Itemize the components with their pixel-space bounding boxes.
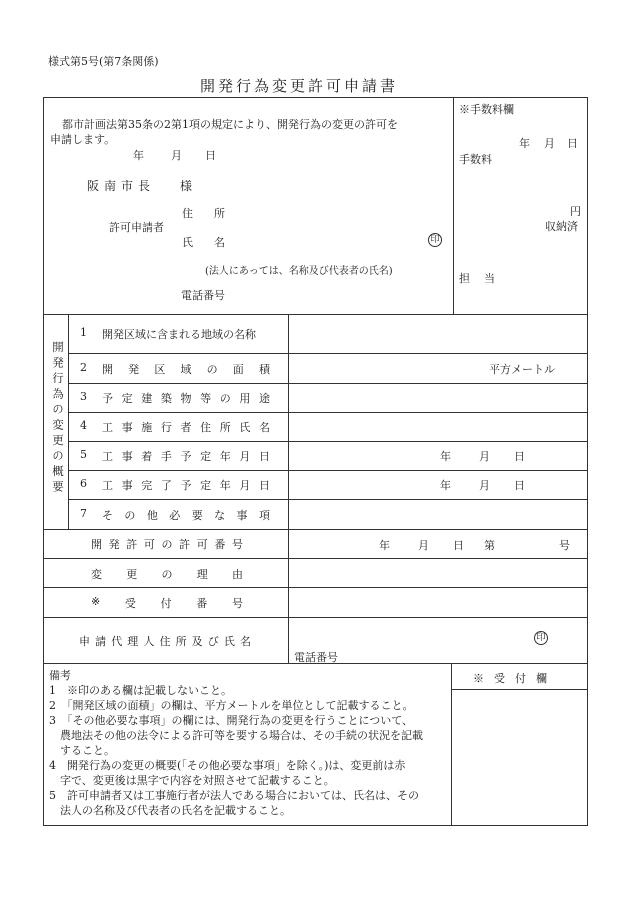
fee-date-day: 日 (567, 137, 578, 150)
form-number: 様式第5号(第7条関係) (48, 55, 159, 68)
area-unit: 平方メートル (489, 363, 555, 376)
seal-icon: 印 (428, 233, 442, 247)
date-year: 年 (440, 450, 451, 463)
row-label: そ の 他 必 要 な 事 項 (102, 509, 270, 522)
permit-number-label: 開 発 許 可 の 許 可 番 号 (91, 538, 243, 551)
note-line: 法人の名称及び代表者の氏名を記載すること。 (49, 804, 291, 817)
permit-day: 日 (453, 539, 464, 552)
row-number: 2 (80, 361, 87, 374)
permit-month: 月 (418, 539, 429, 552)
date-year: 年 (133, 149, 144, 162)
note-line: 5 許可申請者又は工事施行者が法人である場合においては、氏名は、その (49, 789, 419, 802)
section-divider (43, 314, 588, 315)
addressee: 阪南市長 (87, 179, 156, 193)
row-number: 5 (80, 448, 87, 461)
row-line (68, 383, 588, 384)
summary-side-label: 開発行為の変更の概要 (51, 341, 65, 496)
phone-label: 電話番号 (181, 289, 225, 302)
note-line: 3 「その他必要な事項」の欄には、開発行為の変更を行うことについて、 (49, 714, 414, 727)
row-number: 3 (80, 390, 87, 403)
row-line (68, 412, 588, 413)
row-label: 工 事 完 了 予 定 年 月 日 (102, 479, 270, 492)
row-label: 工 事 施 行 者 住 所 氏 名 (102, 421, 270, 434)
yen-label: 円 (570, 205, 581, 218)
receipt-header-line (451, 689, 588, 690)
row-number: 4 (80, 419, 87, 432)
row-label: 開 発 区 域 の 面 積 (102, 363, 270, 376)
note-line: 農地法その他の法令による許可等を要する場合は、その手続の状況を記載 (49, 729, 423, 742)
date-month: 月 (171, 149, 182, 162)
date-day: 日 (514, 479, 525, 492)
page-title: 開発行為変更許可申請書 (200, 77, 399, 95)
label-value-divider (288, 314, 289, 663)
note-line: 2 「開発区域の面積」の欄は、平方メートルを単位として記載すること。 (49, 699, 414, 712)
row-number: 7 (80, 507, 87, 520)
agent-phone-label: 電話番号 (294, 651, 338, 664)
permit-go: 号 (559, 539, 570, 552)
fee-label: 手数料 (459, 153, 492, 166)
row-line (43, 529, 588, 530)
paid-label: 収納済 (545, 220, 578, 233)
corporate-note: (法人にあっては、名称及び代表者の氏名) (205, 266, 393, 277)
agent-label: 申 請 代 理 人 住 所 及 び 氏 名 (79, 635, 251, 648)
addressee-sama: 様 (180, 179, 193, 193)
date-year: 年 (440, 479, 451, 492)
row-line (68, 470, 588, 471)
row-line (68, 441, 588, 442)
row-line (43, 558, 588, 559)
fee-date-year: 年 (519, 137, 530, 150)
permit-year: 年 (379, 539, 390, 552)
receipt-header: ※受付欄 (473, 672, 557, 685)
row-line (43, 587, 588, 588)
date-month: 月 (479, 450, 490, 463)
fee-date-month: 月 (544, 137, 555, 150)
summary-side-divider (68, 314, 69, 529)
date-day: 日 (205, 149, 216, 162)
applicant-label: 許可申請者 (109, 221, 164, 234)
fee-header: ※手数料欄 (459, 103, 514, 116)
intro-line-2: 申請します。 (50, 133, 116, 146)
note-line: 字で、変更後は黒字で内容を対照させて記載すること。 (49, 774, 335, 787)
intro-line-1: 都市計画法第35条の2第1項の規定により、開発行為の変更の許可を (62, 118, 398, 131)
note-line: 4 開発行為の変更の概要(「その他必要な事項」を除く。)は、変更前は赤 (49, 759, 406, 772)
note-line: 1 ※印のある欄は記載しないこと。 (49, 684, 232, 697)
date-month: 月 (479, 479, 490, 492)
address-label: 住所 (182, 207, 246, 220)
row-number: 1 (80, 326, 87, 339)
notes-header: 備考 (49, 669, 71, 682)
agent-seal-icon: 印 (534, 631, 548, 645)
notes-divider (451, 663, 452, 826)
row-label: 工 事 着 手 予 定 年 月 日 (102, 450, 270, 463)
receipt-number-label: ※ 受 付 番 号 (91, 595, 243, 610)
fee-divider (453, 97, 454, 314)
reason-label: 変 更 の 理 由 (91, 568, 243, 581)
date-day: 日 (514, 450, 525, 463)
name-label: 氏名 (182, 236, 246, 249)
permit-dai: 第 (484, 539, 495, 552)
row-number: 6 (80, 477, 87, 490)
row-label: 予 定 建 築 物 等 の 用 途 (102, 392, 270, 405)
row-line (68, 499, 588, 500)
row-label: 開発区域に含まれる地域の名称 (102, 328, 256, 341)
row-line (68, 353, 588, 354)
note-line: すること。 (49, 744, 115, 757)
row-line (43, 617, 588, 618)
staff-label: 担当 (459, 272, 509, 285)
